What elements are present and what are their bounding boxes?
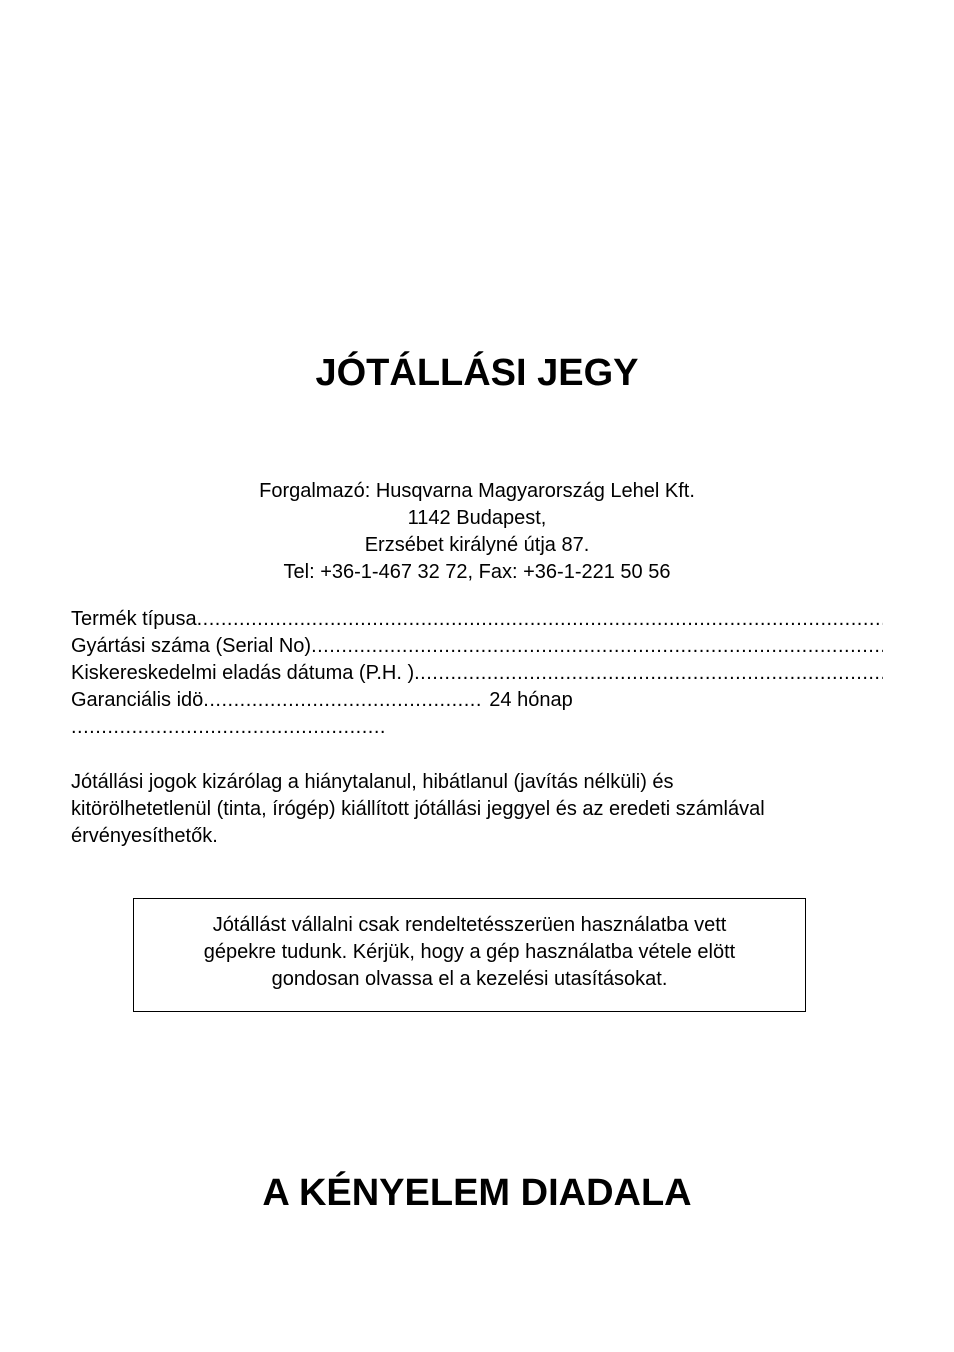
rights-line: érvényesíthetők. [71,825,218,847]
field-warranty-period [71,687,883,714]
notice-line: Jótállást vállalni csak rendeltetésszerüen használatba vett [212,914,727,936]
field-signature-line [71,714,883,741]
fill-line-sale-date[interactable] [414,660,883,687]
distributor-contact: Tel: +36-1-467 32 72, Fax: +36-1-221 50 56 [283,561,671,583]
field-label-warranty-period: Garanciális idö [71,689,204,711]
notice-line: gondosan olvassa el a kezelési utasításokat. [271,968,668,990]
distributor-street: Erzsébet királyné útja 87. [364,534,590,556]
warranty-period-value: 24 hónap [489,689,573,711]
slogan: A KÉNYELEM DIADALA [262,1172,692,1214]
warranty-rights-text [71,769,883,850]
distributor-info [0,478,954,586]
distributor-city: 1142 Budapest, [407,507,547,529]
distributor-name: Forgalmazó: Husqvarna Magyarország Lehel Kft. [259,480,695,502]
rights-line: Jótállási jogok kizárólag a hiánytalanul, hibátlanul (javítás nélküli) és [71,771,674,793]
field-serial-number [71,633,883,660]
field-sale-date [71,660,883,687]
fill-line-serial-number[interactable] [311,633,883,660]
warranty-fields [71,606,883,741]
field-label-sale-date: Kiskereskedelmi eladás dátuma (P.H. ) [71,662,415,684]
rights-line: kitörölhetetlenül (tinta, írógép) kiállított jótállási jeggyel és az eredeti számlával [71,798,765,820]
fill-line-warranty-period [203,687,481,714]
notice-box [133,898,806,1012]
fill-line-product-type[interactable] [197,606,883,633]
field-label-product-type: Termék típusa [71,608,197,630]
page-title: JÓTÁLLÁSI JEGY [315,352,639,394]
field-label-serial-number: Gyártási száma (Serial No) [71,635,312,657]
notice-line: gépekre tudunk. Kérjük, hogy a gép használatba vétele elött [203,941,736,963]
fill-line-signature[interactable] [71,714,387,741]
field-product-type [71,606,883,633]
